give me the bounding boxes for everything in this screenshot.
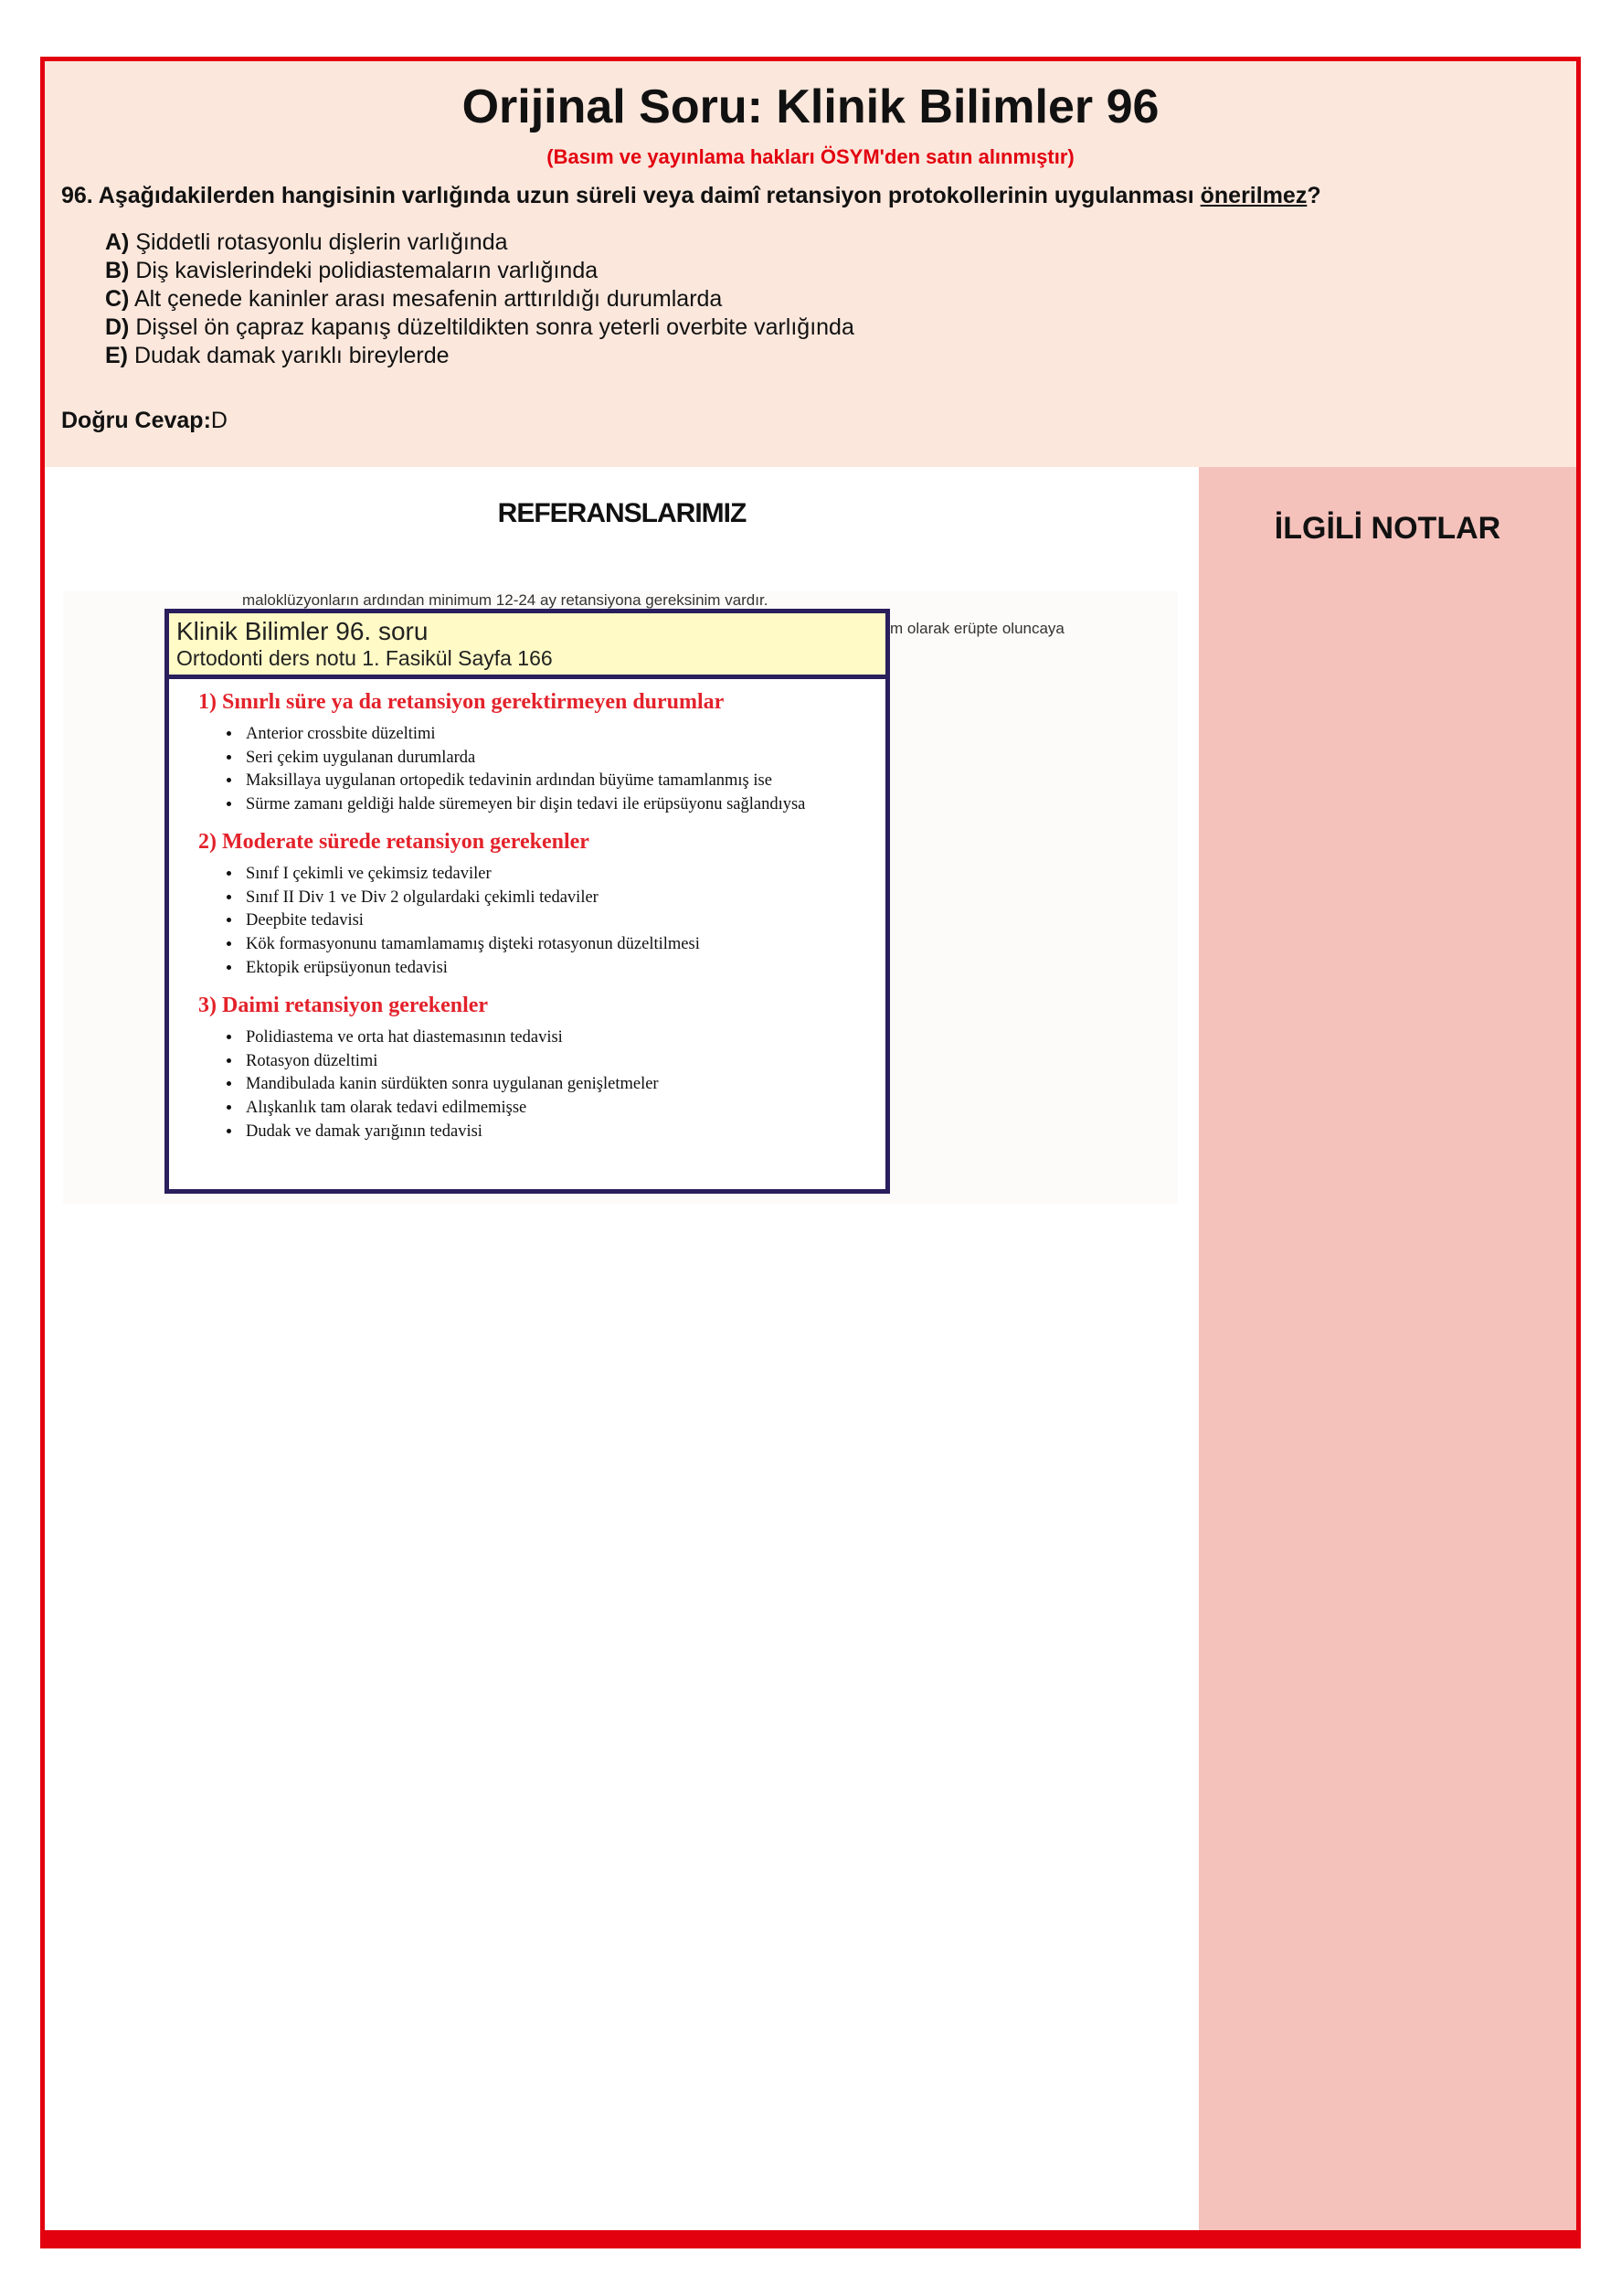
list-item: • Sürme zamanı geldiği halde süremeyen bir dişin tedavi ile erüpsüyonu sağlandıysa <box>242 793 805 817</box>
notes-panel <box>1199 467 1576 2248</box>
reference-box-title: Klinik Bilimler 96. soru <box>176 617 429 645</box>
references-heading: REFERANSLARIMIZ <box>497 498 747 528</box>
list-item: • Mandibulada kanin sürdükten sonra uygulanan genişletmeler <box>242 1073 659 1097</box>
question-suffix: ? <box>1307 183 1321 208</box>
question-underlined-word: önerilmez <box>1200 183 1308 208</box>
option-letter: D) <box>105 314 130 340</box>
list-item: • Rotasyon düzeltimi <box>242 1050 659 1074</box>
option-letter: C) <box>105 286 130 312</box>
question-header <box>45 61 1576 467</box>
option-letter: B) <box>105 258 130 283</box>
section-list <box>222 1026 659 1144</box>
option-text: Alt çenede kaninler arası mesafenin arttırıldığı durumlarda <box>129 286 723 312</box>
option-d <box>105 314 854 342</box>
section-heading: 3) Daimi retansiyon gerekenler <box>198 994 489 1017</box>
list-item: • Dudak ve damak yarığının tedavisi <box>242 1121 659 1144</box>
list-item: • Kök formasyonunu tamamlamamış dişteki rotasyonun düzeltilmesi <box>242 933 700 957</box>
section-list <box>222 863 700 981</box>
section-heading: 2) Moderate sürede retansiyon gerekenler <box>198 830 589 854</box>
list-item: • Maksillaya uygulanan ortopedik tedavinin ardından büyüme tamamlanmış ise <box>242 770 805 793</box>
section-list <box>222 723 805 817</box>
list-item: • Anterior crossbite düzeltimi <box>242 723 805 747</box>
page-frame <box>40 57 1581 2248</box>
option-b <box>105 257 854 285</box>
option-text: Dudak damak yarıklı bireylerde <box>128 343 450 368</box>
option-text: Dişsel ön çapraz kapanış düzeltildikten sonra yeterli overbite varlığında <box>129 314 854 340</box>
reference-box-header <box>169 613 885 679</box>
page-title: Orijinal Soru: Klinik Bilimler 96 <box>461 80 1160 133</box>
answer-value: D <box>210 408 228 433</box>
list-item: • Seri çekim uygulanan durumlarda <box>242 747 805 771</box>
list-item: • Ektopik erüpsüyonun tedavisi <box>242 957 700 981</box>
answer-options <box>105 229 854 370</box>
scan-text-line: m olarak erüpte oluncaya <box>890 620 1065 637</box>
option-text: Şiddetli rotasyonlu dişlerin varlığında <box>129 229 508 255</box>
question-prefix: 96. Aşağıdakilerden hangisinin varlığında uzun süreli veya daimî retansiyon protokollerinin uygulanması <box>61 183 1201 208</box>
option-letter: E) <box>105 343 128 368</box>
question-text <box>61 183 1321 209</box>
scan-text-line: maloklüzyonların ardından minimum 12-24 ay retansiyona gereksinim vardır. <box>242 591 768 609</box>
option-e <box>105 342 854 370</box>
list-item: • Deepbite tedavisi <box>242 909 700 933</box>
copyright-notice: (Basım ve yayınlama hakları ÖSYM'den satın alınmıştır) <box>546 145 1075 168</box>
list-item: • Sınıf II Div 1 ve Div 2 olgulardaki çekimli tedaviler <box>242 887 700 910</box>
bottom-bar <box>45 2230 1576 2244</box>
correct-answer <box>61 408 228 434</box>
reference-box-source: Ortodonti ders notu 1. Fasikül Sayfa 166 <box>176 646 553 670</box>
answer-label: Doğru Cevap: <box>61 408 211 433</box>
notes-heading: İLGİLİ NOTLAR <box>1274 511 1501 546</box>
option-a <box>105 229 854 257</box>
list-item: • Alışkanlık tam olarak tedavi edilmemişse <box>242 1097 659 1121</box>
option-text: Diş kavislerindeki polidiastemaların varlığında <box>129 258 599 283</box>
reference-box <box>164 609 890 1194</box>
option-letter: A) <box>105 229 130 255</box>
option-c <box>105 285 854 314</box>
list-item: • Polidiastema ve orta hat diastemasının tedavisi <box>242 1026 659 1050</box>
section-heading: 1) Sınırlı süre ya da retansiyon gerektirmeyen durumlar <box>198 690 725 714</box>
list-item: • Sınıf I çekimli ve çekimsiz tedaviler <box>242 863 700 887</box>
